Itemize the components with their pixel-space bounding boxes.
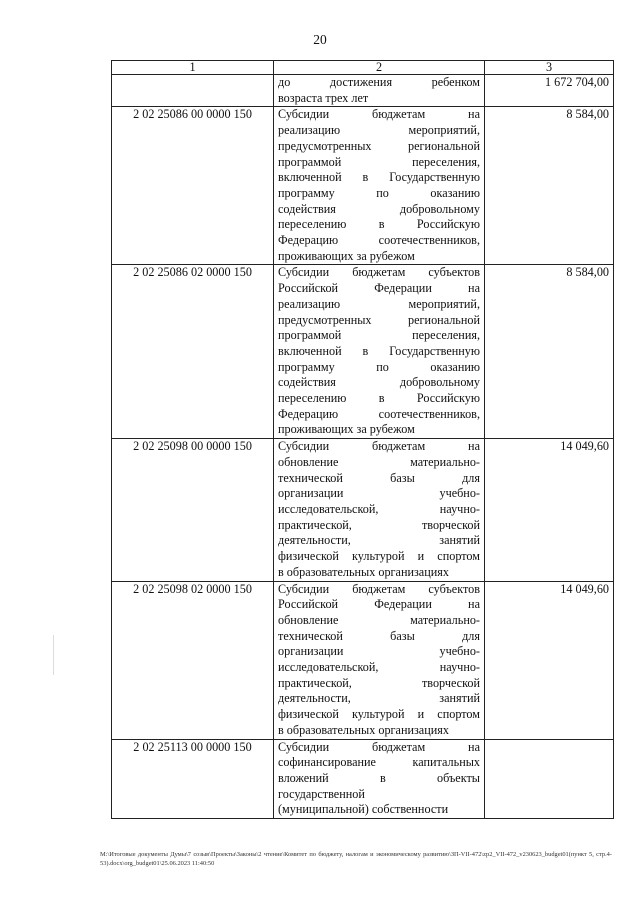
table-row xyxy=(112,739,614,819)
description-line: Субсидии бюджетам субъектов xyxy=(278,581,480,596)
column-header-2: 2 xyxy=(274,61,485,75)
description-line: организации учебно- xyxy=(278,644,480,659)
description-line: обновление материально- xyxy=(278,454,480,469)
table-row xyxy=(112,439,614,581)
description-line: содействия добровольному xyxy=(278,201,480,216)
scan-mark xyxy=(53,635,54,675)
description-line: деятельности, занятий xyxy=(278,533,480,548)
description-line: физической культурой и спортом xyxy=(278,549,480,564)
description-line: в образовательных организациях xyxy=(278,564,449,579)
description-line: обновление материально- xyxy=(278,612,480,627)
description-line: Субсидии бюджетам субъектов xyxy=(278,265,480,280)
description-line: организации учебно- xyxy=(278,486,480,501)
amount: 8 584,00 xyxy=(485,107,614,265)
description-line: реализацию мероприятий, xyxy=(278,123,480,138)
description-line: предусмотренных региональной xyxy=(278,312,480,327)
budget-code: 2 02 25086 00 0000 150 xyxy=(112,107,274,265)
description-line: программу по оказанию xyxy=(278,185,480,200)
description-line: Субсидии бюджетам на xyxy=(278,107,480,122)
table-row xyxy=(112,265,614,439)
description-line: технической базы для xyxy=(278,470,480,485)
budget-code: 2 02 25113 00 0000 150 xyxy=(112,739,274,819)
description-line: возраста трех лет xyxy=(278,90,369,105)
revenue-description xyxy=(274,75,485,107)
description-line: Субсидии бюджетам на xyxy=(278,439,480,454)
budget-code xyxy=(112,75,274,107)
description-line: физической культурой и спортом xyxy=(278,707,480,722)
description-line: программой переселения, xyxy=(278,328,480,343)
description-line: деятельности, занятий xyxy=(278,691,480,706)
description-line: проживающих за рубежом xyxy=(278,248,415,263)
description-line: в образовательных организациях xyxy=(278,722,449,737)
description-line: проживающих за рубежом xyxy=(278,422,415,437)
description-line: переселению в Российскую xyxy=(278,391,480,406)
description-line: Российской Федерации на xyxy=(278,281,480,296)
description-line: практической, творческой xyxy=(278,517,480,532)
description-line: содействия добровольному xyxy=(278,375,480,390)
description-line: реализацию мероприятий, xyxy=(278,296,480,311)
amount: 1 672 704,00 xyxy=(485,75,614,107)
budget-code: 2 02 25098 00 0000 150 xyxy=(112,439,274,581)
description-line: вложений в объекты xyxy=(278,770,480,785)
description-line: программу по оказанию xyxy=(278,359,480,374)
revenue-description xyxy=(274,265,485,439)
description-line: Российской Федерации на xyxy=(278,597,480,612)
amount: 8 584,00 xyxy=(485,265,614,439)
table-row xyxy=(112,107,614,265)
amount xyxy=(485,739,614,819)
description-line: исследовательской, научно- xyxy=(278,660,480,675)
revenue-description xyxy=(274,107,485,265)
description-line: программой переселения, xyxy=(278,154,480,169)
budget-code: 2 02 25098 02 0000 150 xyxy=(112,581,274,739)
page-number: 20 xyxy=(313,32,327,47)
table-row xyxy=(112,75,614,107)
column-header-1: 1 xyxy=(112,61,274,75)
budget-code: 2 02 25086 02 0000 150 xyxy=(112,265,274,439)
revenue-description xyxy=(274,581,485,739)
header-row xyxy=(112,61,614,75)
description-line: исследовательской, научно- xyxy=(278,501,480,516)
file-path-footer: М:\Итоговые документы Думы\7 созыв\Проекты\Законы\2 чтение\Комитет по бюджету, налогам и экономическому развитию\ЗП-VII-472\zp2_VII-472_v230623_budget01(пункт 5, стр.4-53).docx\org_budget01\25.06.2023 11:40:50 xyxy=(100,851,612,867)
description-line: Субсидии бюджетам на xyxy=(278,739,480,754)
description-line: предусмотренных региональной xyxy=(278,138,480,153)
description-line: Федерацию соотечественников, xyxy=(278,406,480,421)
description-line: практической, творческой xyxy=(278,675,480,690)
description-line: Федерацию соотечественников, xyxy=(278,233,480,248)
description-line: включенной в Государственную xyxy=(278,170,480,185)
description-line: включенной в Государственную xyxy=(278,343,480,358)
table-row xyxy=(112,581,614,739)
description-line: до достижения ребенком xyxy=(278,75,480,89)
description-line: технической базы для xyxy=(278,628,480,643)
amount: 14 049,60 xyxy=(485,439,614,581)
revenue-description xyxy=(274,739,485,819)
revenue-description xyxy=(274,439,485,581)
amount: 14 049,60 xyxy=(485,581,614,739)
budget-table xyxy=(111,60,614,819)
description-line: переселению в Российскую xyxy=(278,217,480,232)
description-line: (муниципальной) собственности xyxy=(278,802,449,817)
description-line: государственной xyxy=(278,786,365,801)
column-header-3: 3 xyxy=(485,61,614,75)
description-line: софинансирование капитальных xyxy=(278,755,480,770)
